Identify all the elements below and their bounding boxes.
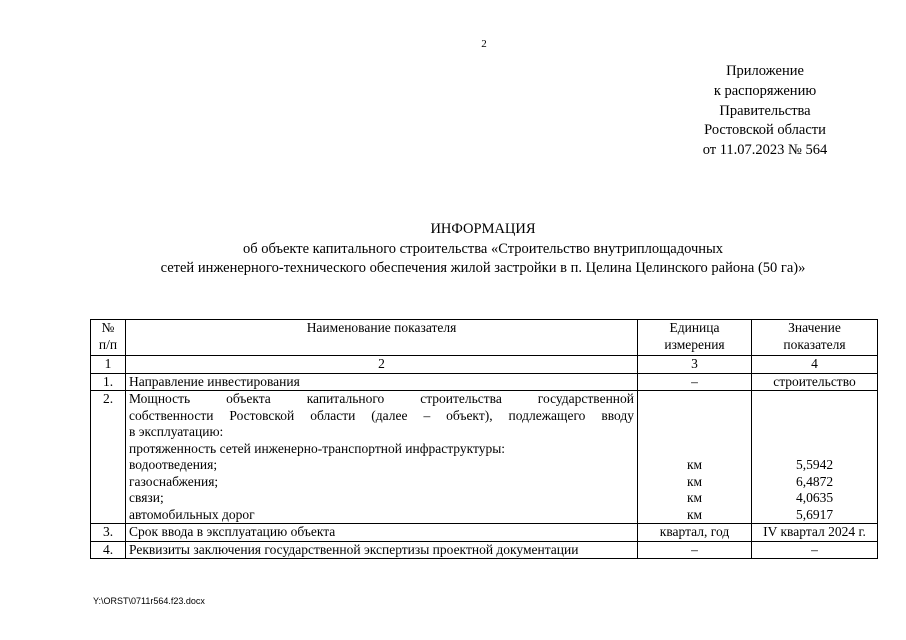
row-number: 1. — [91, 373, 126, 391]
title-line-2: сетей инженерного-технического обеспечения жилой застройки в п. Целина Целинского района (50 га)» — [160, 260, 806, 276]
sub-item-unit: км — [686, 506, 703, 522]
appendix-block — [690, 62, 840, 161]
header-name: Наименование показателя — [126, 320, 638, 356]
header-unit-line: измерения — [664, 336, 725, 352]
row-name-line: собственности Ростовской области (далее – объект), подлежащего вводу — [129, 407, 634, 423]
table-row — [91, 541, 878, 559]
row-number: 4. — [91, 541, 126, 559]
row-name-line: в эксплуатацию: — [129, 424, 224, 439]
document-title — [90, 220, 876, 279]
appendix-line: Ростовской области — [704, 122, 826, 139]
table-row — [91, 391, 878, 524]
page-number: 2 — [481, 38, 487, 50]
row-unit: квартал, год — [638, 524, 752, 542]
sub-item-unit: км — [686, 473, 703, 489]
sub-item-unit: км — [686, 457, 703, 472]
row-value: – — [752, 541, 878, 559]
row-name: Срок ввода в эксплуатацию объекта — [126, 524, 638, 542]
column-number: 2 — [126, 356, 638, 374]
sub-item-unit: км — [686, 490, 703, 505]
title-heading: ИНФОРМАЦИЯ — [430, 221, 536, 237]
appendix-line: Приложение — [726, 63, 804, 79]
indicators-table — [90, 319, 878, 559]
header-unit-line: Единица — [669, 320, 720, 335]
header-value-line: Значение — [788, 320, 841, 335]
appendix-line: Правительства — [719, 102, 811, 119]
sub-item-value: 6,4872 — [795, 473, 834, 489]
header-value — [752, 320, 878, 356]
sub-item-value: 5,5942 — [795, 457, 834, 472]
sub-item-name: автомобильных дорог — [129, 506, 255, 522]
header-number — [91, 320, 126, 356]
column-number: 1 — [91, 356, 126, 374]
table-row — [91, 373, 878, 391]
row-unit: – — [638, 541, 752, 559]
table-row — [91, 524, 878, 542]
column-number-row — [91, 356, 878, 374]
row-name: Направление инвестирования — [126, 373, 638, 391]
row-unit — [638, 391, 752, 524]
row-name-line: Мощность объекта капитального строительства государственной — [129, 391, 634, 406]
sub-item-name: связи; — [129, 490, 164, 505]
row-value: строительство — [752, 373, 878, 391]
row-name-line: протяженность сетей инженерно-транспортной инфраструктуры: — [129, 440, 506, 456]
file-path-footer: Y:\ORST\0711r564.f23.docx — [93, 596, 205, 606]
column-number: 4 — [752, 356, 878, 374]
sub-item-name: газоснабжения; — [129, 473, 219, 489]
header-value-line: показателя — [783, 336, 846, 352]
row-number: 2. — [91, 391, 126, 524]
title-line-1: об объекте капитального строительства «Строительство внутриплощадочных — [242, 240, 724, 257]
sub-item-value: 5,6917 — [795, 506, 834, 522]
row-name: Реквизиты заключения государственной экспертизы проектной документации — [126, 541, 638, 559]
column-number: 3 — [638, 356, 752, 374]
row-value — [752, 391, 878, 524]
header-number-line: п/п — [98, 336, 118, 352]
row-unit: – — [638, 373, 752, 391]
header-unit — [638, 320, 752, 356]
row-number: 3. — [91, 524, 126, 542]
row-value: IV квартал 2024 г. — [752, 524, 878, 542]
appendix-line: к распоряжению — [713, 82, 817, 99]
sub-item-name: водоотведения; — [129, 457, 218, 472]
table-header-row — [91, 320, 878, 356]
row-name — [126, 391, 638, 524]
appendix-date-number: от 11.07.2023 № 564 — [702, 142, 828, 159]
header-number-line: № — [101, 320, 115, 335]
sub-item-value: 4,0635 — [795, 490, 834, 505]
